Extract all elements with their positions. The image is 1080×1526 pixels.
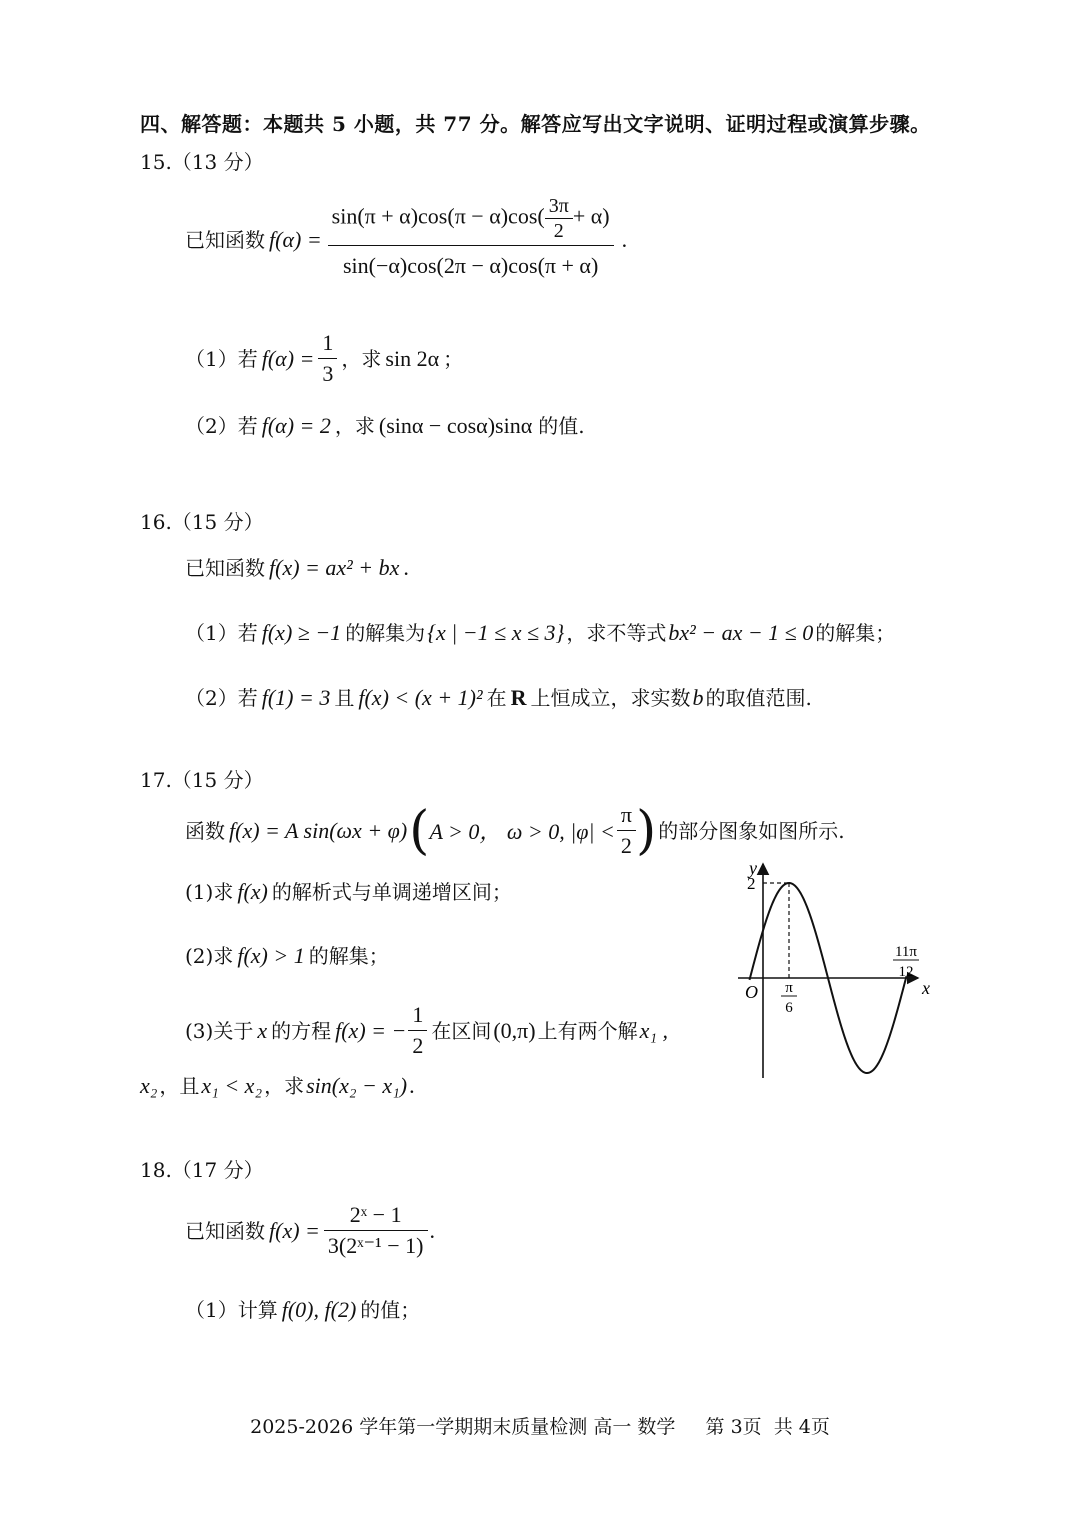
q17-stem-expr: f(x) = A sin(ωx + φ)	[229, 817, 408, 843]
section-header: 四、解答题：本题共 5 小题，共 77 分。解答应写出文字说明、证明过程或演算步骤。	[140, 112, 931, 136]
q15-inner-fraction	[545, 194, 573, 243]
q16-p1-ineq: bx² − ax − 1 ≤ 0	[668, 620, 814, 645]
q15-p1-frac-den: 3	[322, 361, 334, 386]
q17-stem-frac-den: 2	[620, 833, 632, 858]
graph-tick1-den: 6	[785, 1000, 793, 1016]
q17-stem-cond: A > 0， ω > 0, |φ| <	[429, 819, 615, 844]
q16-p2-end: 的取值范围.	[705, 686, 812, 710]
q16-p2-and: 且	[334, 686, 355, 710]
q17-p3-mid: 的方程	[271, 1018, 332, 1043]
q15-stem-lhs: f(α) =	[269, 227, 322, 252]
q15-number: 15.（13 分）	[140, 150, 264, 174]
q15-p2-cond: f(α) = 2	[261, 413, 331, 438]
q18-number: 18.（17 分）	[140, 1158, 264, 1182]
graph-tick2-den: 12	[898, 964, 914, 980]
q17-p3-line2-mid: ，求	[264, 1074, 305, 1098]
q15-p2-end: 的值.	[538, 414, 585, 438]
graph-tick1-num: π	[785, 980, 793, 996]
q15-part2	[185, 412, 585, 440]
q17-p3-x: x	[257, 1017, 268, 1043]
q17-p3-prefix: (3)关于	[185, 1018, 254, 1043]
q17-stem-end: 的部分图象如图所示.	[658, 818, 845, 843]
q16-p2-prefix: （2）若	[185, 686, 258, 710]
q15-p1-target: sin 2α	[385, 345, 440, 371]
q18-p1-expr: f(0), f(2)	[281, 1297, 357, 1322]
q16-stem-prefix: 已知函数	[185, 556, 265, 580]
q17-p3-x1: x₁ ,	[639, 1017, 669, 1043]
q15-inner-den: 2	[553, 220, 564, 242]
q17-p3-frac-num: 1	[408, 1000, 427, 1031]
q17-number: 17.（15 分）	[140, 768, 264, 792]
q17-p3-mid2: 在区间	[431, 1018, 492, 1043]
graph-y-label: y	[749, 858, 757, 878]
q17-part3-line2	[140, 1072, 415, 1100]
q16-p2-tail: 上恒成立，求实数	[530, 686, 691, 710]
q15-p2-prefix: （2）若	[185, 414, 258, 438]
q16-p1-cond: f(x) ≥ −1	[261, 620, 342, 645]
q18-stem-prefix: 已知函数	[185, 1218, 265, 1243]
q17-p3-line2-end: .	[409, 1073, 415, 1098]
q15-denominator: sin(−α)cos(2π − α)cos(π + α)	[342, 253, 599, 278]
q16-p1-prefix: （1）若	[185, 621, 258, 645]
q17-p3-interval: (0,π)	[493, 1017, 536, 1043]
q17-p3-fraction	[408, 1000, 427, 1061]
q15-numerator	[328, 194, 614, 246]
q17-p2-end: 的解集；	[308, 944, 389, 968]
page-footer: 2025-2026 学年第一学期期末质量检测 高一 数学 第 3页 共 4页	[250, 1416, 830, 1438]
q16-p1-mid2: ，求不等式	[566, 621, 667, 645]
q18-p1-prefix: （1）计算	[185, 1298, 278, 1322]
graph-tick2-num: 11π	[894, 944, 918, 960]
q18-frac-den: 3(2ˣ⁻¹ − 1)	[327, 1233, 424, 1258]
q16-stem-end: .	[403, 555, 409, 580]
q15-p1-frac-num: 1	[318, 328, 337, 359]
graph-x-label: x	[922, 978, 930, 998]
q17-part3	[185, 1000, 668, 1061]
q17-p3-frac-den: 2	[412, 1033, 424, 1058]
q17-p3-line2-target: sin(x₂ − x₁)	[306, 1073, 408, 1098]
q17-p1-prefix: (1)求	[185, 880, 234, 904]
q16-p2-cond2: f(x) < (x + 1)²	[358, 685, 483, 710]
q16-p2-b: b	[692, 685, 704, 710]
q16-stem-expr: f(x) = ax² + bx	[269, 555, 400, 580]
q18-stem-lhs: f(x) =	[269, 1217, 320, 1243]
q15-p1-suffix: ，求	[341, 346, 382, 371]
q17-p3-line2-x2: x₂	[140, 1073, 158, 1098]
q15-p2-mid: ，求	[334, 414, 375, 438]
graph-origin-label: O	[745, 982, 758, 1002]
q16-part1	[185, 619, 895, 647]
q15-numerator-text: sin(π + α)cos(π − α)cos(	[331, 203, 545, 229]
q18-p1-end: 的值；	[360, 1298, 421, 1322]
q16-p1-mid: 的解集为	[345, 621, 426, 645]
q15-p1-prefix: （1）若	[185, 346, 258, 371]
q15-numerator-tail: + α)	[572, 203, 610, 229]
q17-p3-line2-and: ，且	[159, 1074, 200, 1098]
q15-inner-num: 3π	[545, 194, 573, 219]
q17-p3-line2-ineq: x₁ < x₂	[201, 1073, 263, 1098]
q18-fraction	[324, 1200, 428, 1261]
q17-p3-mid3: 上有两个解	[537, 1018, 638, 1043]
q15-stem: 已知函数 f(α) = sin(π + α)cos(π − α)cos( $\frac{3\pi}{2}$ + α) sin(−α)cos(2π − α)cos(π + α) .	[185, 194, 627, 286]
q17-p2-prefix: (2)求	[185, 944, 234, 968]
q15-p1-fraction	[318, 328, 337, 389]
graph-max-label: 2	[747, 874, 756, 893]
q18-stem-end: .	[429, 1217, 436, 1243]
q16-stem	[185, 554, 409, 582]
q17-graph	[730, 852, 950, 1082]
q17-stem: 函数 f(x) = A sin(ωx + φ) ( A > 0， ω > 0, |φ| < $\frac{\pi}{2}$ ) 的部分图象如图所示.	[185, 800, 845, 861]
q15-p1-lhs: f(α) =	[261, 345, 315, 371]
q16-p2-R: R	[510, 685, 527, 710]
q15-main-fraction	[328, 194, 614, 286]
q17-stem-fraction	[617, 800, 636, 861]
q16-p2-on: 在	[486, 686, 507, 710]
q18-part1	[185, 1296, 420, 1324]
q17-p1-end: 的解析式与单调递增区间；	[271, 880, 512, 904]
q16-part2	[185, 684, 812, 712]
q16-number: 16.（15 分）	[140, 510, 264, 534]
q17-p1-f: f(x)	[237, 879, 268, 904]
q15-part1	[185, 328, 463, 389]
q16-p1-end: 的解集；	[815, 621, 896, 645]
q16-p2-cond1: f(1) = 3	[261, 685, 331, 710]
q18-stem	[185, 1200, 435, 1261]
q17-stem-frac-num: π	[617, 800, 636, 831]
q15-stem-prefix: 已知函数	[185, 228, 265, 252]
q15-p2-expr: (sinα − cosα)sinα	[378, 413, 533, 438]
q15-p1-end: ；	[443, 346, 464, 371]
q17-part1	[185, 878, 512, 906]
q16-p1-set: {x | −1 ≤ x ≤ 3}	[427, 620, 565, 645]
q17-p3-eq: f(x) = −	[335, 1017, 407, 1043]
q18-frac-num: 2ˣ − 1	[324, 1200, 428, 1231]
q17-p2-ineq: f(x) > 1	[237, 943, 305, 968]
q17-stem-prefix: 函数	[185, 818, 225, 843]
q17-part2	[185, 942, 389, 970]
